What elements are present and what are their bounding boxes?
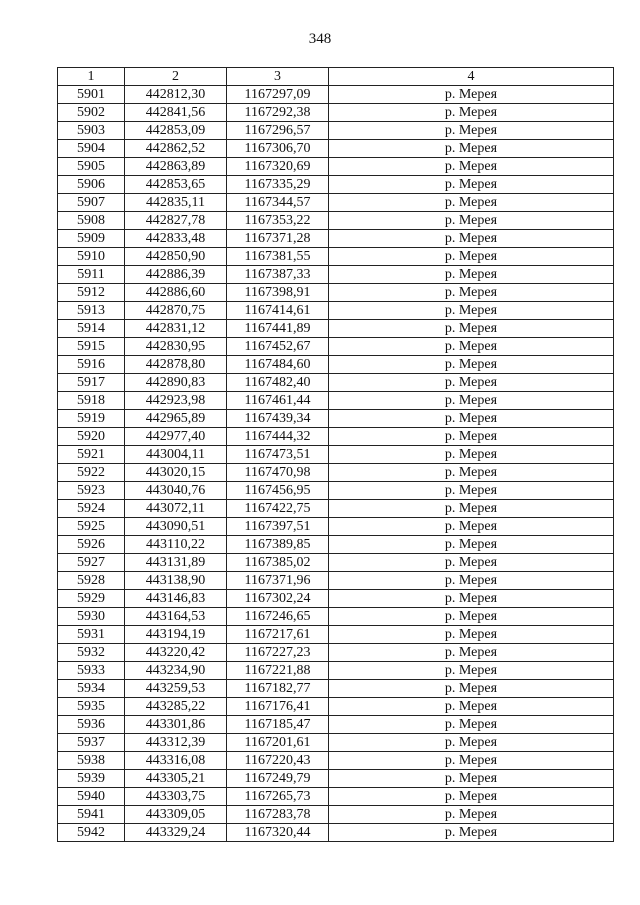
table-row: [58, 698, 614, 716]
object-name-cell: р. Мерея: [329, 266, 614, 284]
point-number-cell: 5941: [58, 806, 125, 824]
point-number-cell: 5908: [58, 212, 125, 230]
x-coordinate-cell: 443303,75: [125, 788, 227, 806]
table-row: [58, 446, 614, 464]
y-coordinate-cell: 1167221,88: [227, 662, 329, 680]
table-row: [58, 428, 614, 446]
table-row: [58, 464, 614, 482]
object-name-cell: р. Мерея: [329, 230, 614, 248]
x-coordinate-cell: 442827,78: [125, 212, 227, 230]
x-coordinate-cell: 443329,24: [125, 824, 227, 842]
y-coordinate-cell: 1167296,57: [227, 122, 329, 140]
y-coordinate-cell: 1167371,96: [227, 572, 329, 590]
x-coordinate-cell: 443090,51: [125, 518, 227, 536]
object-name-cell: р. Мерея: [329, 392, 614, 410]
y-coordinate-cell: 1167246,65: [227, 608, 329, 626]
y-coordinate-cell: 1167320,69: [227, 158, 329, 176]
point-number-cell: 5919: [58, 410, 125, 428]
x-coordinate-cell: 443220,42: [125, 644, 227, 662]
table-row: [58, 338, 614, 356]
object-name-cell: р. Мерея: [329, 734, 614, 752]
point-number-cell: 5935: [58, 698, 125, 716]
y-coordinate-cell: 1167220,43: [227, 752, 329, 770]
x-coordinate-cell: 442841,56: [125, 104, 227, 122]
column-header-4: 4: [329, 68, 614, 86]
x-coordinate-cell: 442812,30: [125, 86, 227, 104]
table-row: [58, 248, 614, 266]
y-coordinate-cell: 1167182,77: [227, 680, 329, 698]
object-name-cell: р. Мерея: [329, 122, 614, 140]
x-coordinate-cell: 442870,75: [125, 302, 227, 320]
point-number-cell: 5912: [58, 284, 125, 302]
x-coordinate-cell: 443285,22: [125, 698, 227, 716]
table-row: [58, 356, 614, 374]
y-coordinate-cell: 1167201,61: [227, 734, 329, 752]
y-coordinate-cell: 1167482,40: [227, 374, 329, 392]
table-row: [58, 284, 614, 302]
object-name-cell: р. Мерея: [329, 500, 614, 518]
object-name-cell: р. Мерея: [329, 770, 614, 788]
point-number-cell: 5924: [58, 500, 125, 518]
x-coordinate-cell: 442886,60: [125, 284, 227, 302]
table-row: [58, 662, 614, 680]
x-coordinate-cell: 442833,48: [125, 230, 227, 248]
object-name-cell: р. Мерея: [329, 374, 614, 392]
table-row: [58, 140, 614, 158]
point-number-cell: 5901: [58, 86, 125, 104]
object-name-cell: р. Мерея: [329, 86, 614, 104]
point-number-cell: 5931: [58, 626, 125, 644]
x-coordinate-cell: 442850,90: [125, 248, 227, 266]
point-number-cell: 5936: [58, 716, 125, 734]
point-number-cell: 5913: [58, 302, 125, 320]
x-coordinate-cell: 443259,53: [125, 680, 227, 698]
object-name-cell: р. Мерея: [329, 356, 614, 374]
object-name-cell: р. Мерея: [329, 752, 614, 770]
object-name-cell: р. Мерея: [329, 554, 614, 572]
object-name-cell: р. Мерея: [329, 428, 614, 446]
y-coordinate-cell: 1167456,95: [227, 482, 329, 500]
x-coordinate-cell: 442965,89: [125, 410, 227, 428]
object-name-cell: р. Мерея: [329, 482, 614, 500]
point-number-cell: 5909: [58, 230, 125, 248]
table-row: [58, 86, 614, 104]
y-coordinate-cell: 1167470,98: [227, 464, 329, 482]
table-row: [58, 104, 614, 122]
x-coordinate-cell: 442977,40: [125, 428, 227, 446]
object-name-cell: р. Мерея: [329, 194, 614, 212]
point-number-cell: 5917: [58, 374, 125, 392]
x-coordinate-cell: 443316,08: [125, 752, 227, 770]
object-name-cell: р. Мерея: [329, 536, 614, 554]
x-coordinate-cell: 442831,12: [125, 320, 227, 338]
y-coordinate-cell: 1167344,57: [227, 194, 329, 212]
table-row: [58, 770, 614, 788]
table-row: [58, 176, 614, 194]
table-row: [58, 122, 614, 140]
table-row: [58, 590, 614, 608]
table-row: [58, 806, 614, 824]
x-coordinate-cell: 443040,76: [125, 482, 227, 500]
object-name-cell: р. Мерея: [329, 698, 614, 716]
table-row: [58, 536, 614, 554]
table-row: [58, 410, 614, 428]
object-name-cell: р. Мерея: [329, 644, 614, 662]
table-row: [58, 824, 614, 842]
x-coordinate-cell: 443301,86: [125, 716, 227, 734]
point-number-cell: 5915: [58, 338, 125, 356]
table-row: [58, 320, 614, 338]
x-coordinate-cell: 442862,52: [125, 140, 227, 158]
table-body: [58, 86, 614, 842]
y-coordinate-cell: 1167461,44: [227, 392, 329, 410]
object-name-cell: р. Мерея: [329, 788, 614, 806]
object-name-cell: р. Мерея: [329, 806, 614, 824]
point-number-cell: 5905: [58, 158, 125, 176]
point-number-cell: 5929: [58, 590, 125, 608]
y-coordinate-cell: 1167292,38: [227, 104, 329, 122]
object-name-cell: р. Мерея: [329, 824, 614, 842]
point-number-cell: 5923: [58, 482, 125, 500]
point-number-cell: 5922: [58, 464, 125, 482]
object-name-cell: р. Мерея: [329, 338, 614, 356]
y-coordinate-cell: 1167249,79: [227, 770, 329, 788]
y-coordinate-cell: 1167283,78: [227, 806, 329, 824]
y-coordinate-cell: 1167185,47: [227, 716, 329, 734]
y-coordinate-cell: 1167227,23: [227, 644, 329, 662]
object-name-cell: р. Мерея: [329, 680, 614, 698]
table-row: [58, 374, 614, 392]
x-coordinate-cell: 443309,05: [125, 806, 227, 824]
object-name-cell: р. Мерея: [329, 626, 614, 644]
point-number-cell: 5907: [58, 194, 125, 212]
point-number-cell: 5902: [58, 104, 125, 122]
object-name-cell: р. Мерея: [329, 158, 614, 176]
table-row: [58, 518, 614, 536]
y-coordinate-cell: 1167473,51: [227, 446, 329, 464]
table-row: [58, 716, 614, 734]
object-name-cell: р. Мерея: [329, 716, 614, 734]
x-coordinate-cell: 442835,11: [125, 194, 227, 212]
object-name-cell: р. Мерея: [329, 410, 614, 428]
object-name-cell: р. Мерея: [329, 320, 614, 338]
x-coordinate-cell: 443305,21: [125, 770, 227, 788]
y-coordinate-cell: 1167385,02: [227, 554, 329, 572]
y-coordinate-cell: 1167398,91: [227, 284, 329, 302]
table-row: [58, 644, 614, 662]
point-number-cell: 5927: [58, 554, 125, 572]
point-number-cell: 5925: [58, 518, 125, 536]
object-name-cell: р. Мерея: [329, 104, 614, 122]
column-header-3: 3: [227, 68, 329, 86]
y-coordinate-cell: 1167484,60: [227, 356, 329, 374]
table-row: [58, 500, 614, 518]
point-number-cell: 5932: [58, 644, 125, 662]
point-number-cell: 5938: [58, 752, 125, 770]
y-coordinate-cell: 1167335,29: [227, 176, 329, 194]
x-coordinate-cell: 443312,39: [125, 734, 227, 752]
table-row: [58, 734, 614, 752]
y-coordinate-cell: 1167439,34: [227, 410, 329, 428]
column-header-2: 2: [125, 68, 227, 86]
x-coordinate-cell: 443138,90: [125, 572, 227, 590]
y-coordinate-cell: 1167297,09: [227, 86, 329, 104]
y-coordinate-cell: 1167353,22: [227, 212, 329, 230]
x-coordinate-cell: 443072,11: [125, 500, 227, 518]
object-name-cell: р. Мерея: [329, 518, 614, 536]
y-coordinate-cell: 1167381,55: [227, 248, 329, 266]
point-number-cell: 5933: [58, 662, 125, 680]
table-row: [58, 554, 614, 572]
object-name-cell: р. Мерея: [329, 248, 614, 266]
x-coordinate-cell: 442853,09: [125, 122, 227, 140]
table-row: [58, 302, 614, 320]
object-name-cell: р. Мерея: [329, 662, 614, 680]
table-header: [58, 68, 614, 86]
point-number-cell: 5920: [58, 428, 125, 446]
y-coordinate-cell: 1167387,33: [227, 266, 329, 284]
x-coordinate-cell: 442878,80: [125, 356, 227, 374]
x-coordinate-cell: 442853,65: [125, 176, 227, 194]
point-number-cell: 5928: [58, 572, 125, 590]
table-row: [58, 608, 614, 626]
point-number-cell: 5926: [58, 536, 125, 554]
object-name-cell: р. Мерея: [329, 608, 614, 626]
y-coordinate-cell: 1167441,89: [227, 320, 329, 338]
x-coordinate-cell: 442886,39: [125, 266, 227, 284]
point-number-cell: 5930: [58, 608, 125, 626]
table-row: [58, 788, 614, 806]
y-coordinate-cell: 1167444,32: [227, 428, 329, 446]
y-coordinate-cell: 1167389,85: [227, 536, 329, 554]
x-coordinate-cell: 443020,15: [125, 464, 227, 482]
point-number-cell: 5906: [58, 176, 125, 194]
page-number: 348: [308, 31, 332, 47]
object-name-cell: р. Мерея: [329, 590, 614, 608]
y-coordinate-cell: 1167414,61: [227, 302, 329, 320]
x-coordinate-cell: 443004,11: [125, 446, 227, 464]
y-coordinate-cell: 1167320,44: [227, 824, 329, 842]
object-name-cell: р. Мерея: [329, 212, 614, 230]
x-coordinate-cell: 443164,53: [125, 608, 227, 626]
y-coordinate-cell: 1167302,24: [227, 590, 329, 608]
table-row: [58, 212, 614, 230]
y-coordinate-cell: 1167422,75: [227, 500, 329, 518]
table-row: [58, 752, 614, 770]
object-name-cell: р. Мерея: [329, 302, 614, 320]
table-row: [58, 626, 614, 644]
point-number-cell: 5914: [58, 320, 125, 338]
y-coordinate-cell: 1167176,41: [227, 698, 329, 716]
x-coordinate-cell: 443146,83: [125, 590, 227, 608]
coordinates-table: [57, 67, 614, 842]
object-name-cell: р. Мерея: [329, 140, 614, 158]
table-row: [58, 194, 614, 212]
point-number-cell: 5918: [58, 392, 125, 410]
point-number-cell: 5916: [58, 356, 125, 374]
header-row: [58, 68, 614, 86]
point-number-cell: 5910: [58, 248, 125, 266]
table-row: [58, 680, 614, 698]
y-coordinate-cell: 1167452,67: [227, 338, 329, 356]
point-number-cell: 5903: [58, 122, 125, 140]
x-coordinate-cell: 442863,89: [125, 158, 227, 176]
point-number-cell: 5911: [58, 266, 125, 284]
y-coordinate-cell: 1167371,28: [227, 230, 329, 248]
point-number-cell: 5937: [58, 734, 125, 752]
point-number-cell: 5942: [58, 824, 125, 842]
x-coordinate-cell: 442830,95: [125, 338, 227, 356]
table-row: [58, 572, 614, 590]
object-name-cell: р. Мерея: [329, 572, 614, 590]
table-row: [58, 266, 614, 284]
x-coordinate-cell: 442890,83: [125, 374, 227, 392]
x-coordinate-cell: 443131,89: [125, 554, 227, 572]
table-row: [58, 392, 614, 410]
x-coordinate-cell: 443194,19: [125, 626, 227, 644]
object-name-cell: р. Мерея: [329, 284, 614, 302]
point-number-cell: 5934: [58, 680, 125, 698]
object-name-cell: р. Мерея: [329, 464, 614, 482]
point-number-cell: 5921: [58, 446, 125, 464]
y-coordinate-cell: 1167265,73: [227, 788, 329, 806]
x-coordinate-cell: 442923,98: [125, 392, 227, 410]
table-row: [58, 482, 614, 500]
object-name-cell: р. Мерея: [329, 446, 614, 464]
column-header-1: 1: [58, 68, 125, 86]
point-number-cell: 5939: [58, 770, 125, 788]
point-number-cell: 5940: [58, 788, 125, 806]
x-coordinate-cell: 443110,22: [125, 536, 227, 554]
table-row: [58, 158, 614, 176]
object-name-cell: р. Мерея: [329, 176, 614, 194]
y-coordinate-cell: 1167217,61: [227, 626, 329, 644]
point-number-cell: 5904: [58, 140, 125, 158]
y-coordinate-cell: 1167306,70: [227, 140, 329, 158]
x-coordinate-cell: 443234,90: [125, 662, 227, 680]
table-row: [58, 230, 614, 248]
y-coordinate-cell: 1167397,51: [227, 518, 329, 536]
